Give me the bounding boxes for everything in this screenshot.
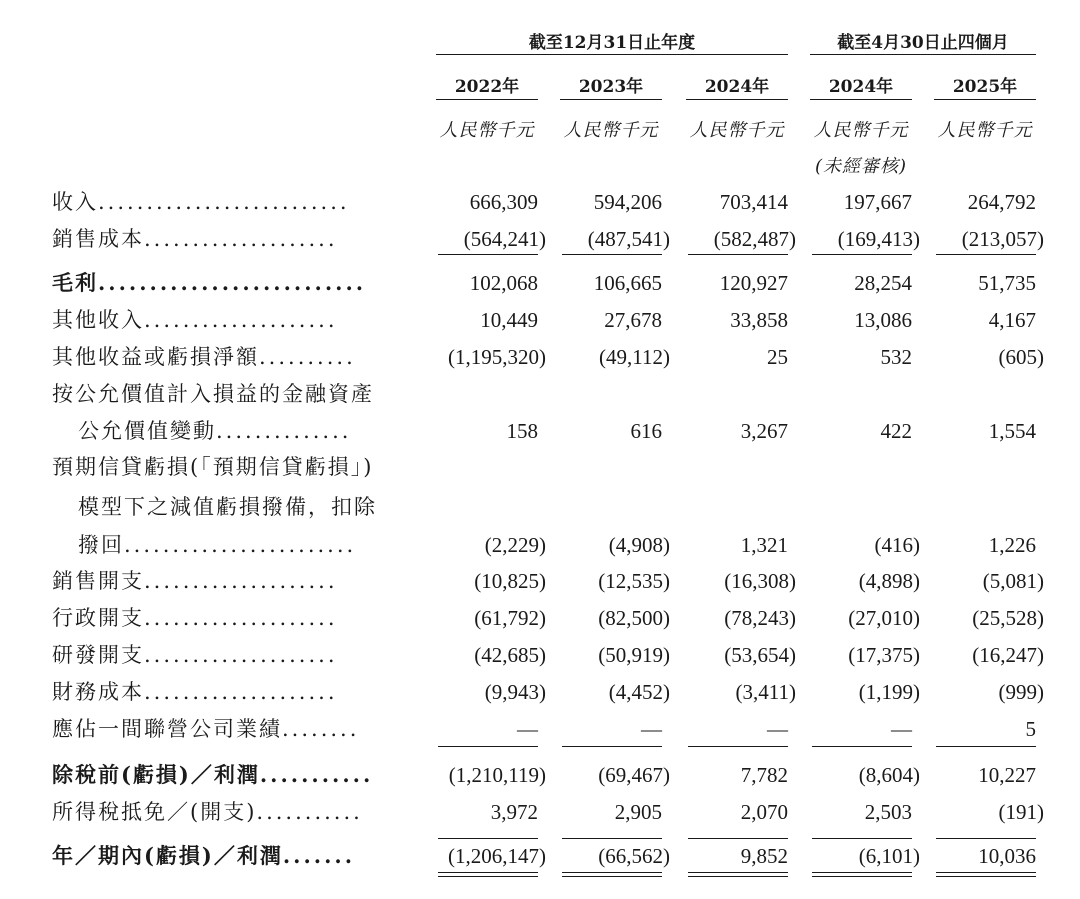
- table-cell: 25: [767, 345, 788, 369]
- table-cell: 27,678: [604, 308, 662, 332]
- table-cell: 3,972: [490, 800, 538, 824]
- table-row: [0, 674, 1080, 710]
- total-double-rule: [438, 872, 538, 873]
- table-row: [0, 413, 1080, 449]
- row-label: [52, 711, 414, 747]
- table-row: [0, 757, 1080, 793]
- table-cell: 197,667: [843, 190, 912, 214]
- row-label-text: 其他收入: [52, 308, 144, 332]
- table-cell: (487,541): [587, 227, 670, 251]
- subtotal-rule: [438, 254, 538, 255]
- table-cell: (5,081): [982, 569, 1044, 593]
- leader-dots: ....................: [144, 680, 338, 704]
- table-cell: —: [891, 717, 912, 741]
- table-cell: (9,943): [484, 680, 546, 704]
- table-cell: 532: [880, 345, 912, 369]
- table-cell: 10,036: [978, 844, 1036, 868]
- table-cell: (605): [998, 345, 1044, 369]
- leader-dots: ...........: [259, 762, 374, 787]
- row-label: [52, 449, 414, 485]
- table-cell: (8,604): [858, 763, 920, 787]
- total-double-rule: [936, 872, 1036, 873]
- table-cell: 13,086: [854, 308, 912, 332]
- row-label: [52, 184, 414, 220]
- table-cell: 594,206: [593, 190, 662, 214]
- subtotal-rule: [562, 254, 662, 255]
- table-cell: (53,654): [724, 643, 796, 667]
- table-cell: 666,309: [469, 190, 538, 214]
- row-label-text: 應佔一間聯營公司業績: [52, 717, 282, 741]
- row-label-text: 按公允價值計入損益的金融資產: [52, 382, 374, 406]
- row-label-text: 銷售成本: [52, 227, 144, 251]
- subtotal-rule: [812, 746, 912, 747]
- table-cell: (3,411): [735, 680, 796, 704]
- table-cell: (1,206,147): [448, 844, 546, 868]
- table-row: [0, 794, 1080, 830]
- header-group-financial-year: 截至12月31日止年度: [528, 33, 696, 53]
- table-cell: 106,665: [593, 271, 662, 295]
- row-label: [52, 674, 414, 710]
- table-cell: 10,449: [480, 308, 538, 332]
- table-cell: (4,908): [608, 533, 670, 557]
- table-cell: (50,919): [598, 643, 670, 667]
- table-row: [0, 265, 1080, 301]
- row-label: [52, 339, 414, 375]
- subtotal-rule: [562, 746, 662, 747]
- table-row: [0, 489, 1080, 525]
- table-cell: 33,858: [730, 308, 788, 332]
- table-cell: 703,414: [719, 190, 788, 214]
- subtotal-rule: [562, 838, 662, 839]
- table-cell: 120,927: [719, 271, 788, 295]
- subtotal-rule: [688, 838, 788, 839]
- row-label: [52, 563, 414, 599]
- row-label: [52, 221, 414, 257]
- table-cell: 4,167: [988, 308, 1036, 332]
- unit-label: 人民幣千元: [813, 120, 909, 141]
- table-cell: —: [641, 717, 662, 741]
- leader-dots: ........................: [124, 533, 357, 557]
- leader-dots: ..........: [259, 345, 356, 369]
- leader-dots: ....................: [144, 227, 338, 251]
- table-row: [0, 838, 1080, 874]
- table-cell: 102,068: [469, 271, 538, 295]
- table-cell: (42,685): [474, 643, 546, 667]
- table-cell: (213,057): [961, 227, 1044, 251]
- row-label: [78, 527, 414, 563]
- year-header-2025-four-months: 2025年: [952, 77, 1018, 97]
- total-double-rule: [438, 876, 538, 877]
- total-double-rule: [562, 872, 662, 873]
- year-header-2022: 2022年: [454, 77, 520, 97]
- total-double-rule: [812, 872, 912, 873]
- table-cell: (49,112): [599, 345, 670, 369]
- subtotal-rule: [936, 254, 1036, 255]
- unit-label: 人民幣千元: [439, 120, 535, 141]
- row-label-text: 年／期內(虧損)／利潤: [52, 843, 283, 868]
- table-cell: (6,101): [858, 844, 920, 868]
- subtotal-rule: [936, 746, 1036, 747]
- table-cell: 616: [630, 419, 662, 443]
- row-label: [78, 489, 414, 525]
- subtotal-rule: [688, 746, 788, 747]
- total-double-rule: [688, 876, 788, 877]
- row-label: [52, 265, 414, 301]
- table-cell: (16,247): [972, 643, 1044, 667]
- row-label: [52, 637, 414, 673]
- table-row: [0, 339, 1080, 375]
- table-cell: (169,413): [837, 227, 920, 251]
- table-cell: (4,898): [858, 569, 920, 593]
- leader-dots: ....................: [144, 569, 338, 593]
- row-label-text: 毛利: [52, 270, 98, 295]
- table-cell: 2,503: [864, 800, 912, 824]
- table-cell: 10,227: [978, 763, 1036, 787]
- table-cell: 5: [1025, 717, 1036, 741]
- leader-dots: ........: [282, 717, 360, 741]
- row-label: [52, 757, 414, 793]
- table-cell: (78,243): [724, 606, 796, 630]
- table-cell: (27,010): [848, 606, 920, 630]
- table-cell: 28,254: [854, 271, 912, 295]
- table-cell: 9,852: [740, 844, 788, 868]
- table-cell: (416): [874, 533, 920, 557]
- year-rule: [436, 99, 538, 100]
- subtotal-rule: [438, 746, 538, 747]
- table-cell: (61,792): [474, 606, 546, 630]
- table-cell: (12,535): [598, 569, 670, 593]
- table-row: [0, 302, 1080, 338]
- table-cell: (582,487): [713, 227, 796, 251]
- table-cell: 422: [880, 419, 912, 443]
- table-row: [0, 376, 1080, 412]
- table-row: [0, 449, 1080, 485]
- row-label: [52, 302, 414, 338]
- row-label-text: 撥回: [78, 533, 124, 557]
- table-row: [0, 600, 1080, 636]
- leader-dots: .......: [282, 843, 356, 868]
- row-label-text: 收入: [52, 190, 98, 214]
- subtotal-rule: [438, 838, 538, 839]
- year-rule: [934, 99, 1036, 100]
- table-cell: (10,825): [474, 569, 546, 593]
- table-cell: —: [767, 717, 788, 741]
- row-label-text: 所得稅抵免／(開支): [52, 800, 257, 824]
- unaudited-note: (未經審核): [814, 156, 908, 177]
- subtotal-rule: [936, 838, 1036, 839]
- table-cell: 1,554: [988, 419, 1036, 443]
- table-cell: 2,070: [740, 800, 788, 824]
- table-row: [0, 711, 1080, 747]
- table-cell: 51,735: [978, 271, 1036, 295]
- table-row: [0, 527, 1080, 563]
- table-cell: —: [517, 717, 538, 741]
- table-cell: (1,199): [858, 680, 920, 704]
- year-header-2023: 2023年: [578, 77, 644, 97]
- row-label: [78, 413, 414, 449]
- leader-dots: ..........................: [98, 270, 367, 295]
- row-label-text: 公允價值變動: [78, 419, 216, 443]
- header-group-four-months-rule: [810, 54, 1036, 55]
- table-cell: (17,375): [848, 643, 920, 667]
- table-cell: (999): [998, 680, 1044, 704]
- table-cell: (16,308): [724, 569, 796, 593]
- subtotal-rule: [812, 838, 912, 839]
- table-cell: (564,241): [463, 227, 546, 251]
- row-label: [52, 794, 414, 830]
- table-row: [0, 637, 1080, 673]
- table-cell: (82,500): [598, 606, 670, 630]
- table-cell: 3,267: [740, 419, 788, 443]
- table-row: [0, 184, 1080, 220]
- leader-dots: ...........: [256, 800, 363, 824]
- leader-dots: ....................: [144, 606, 338, 630]
- year-header-2024: 2024年: [704, 77, 770, 97]
- row-label-text: 除稅前(虧損)／利潤: [52, 762, 260, 787]
- table-cell: (1,210,119): [448, 763, 546, 787]
- table-cell: (2,229): [484, 533, 546, 557]
- leader-dots: ....................: [144, 308, 338, 332]
- table-cell: 1,321: [740, 533, 788, 557]
- total-double-rule: [562, 876, 662, 877]
- table-cell: 2,905: [614, 800, 662, 824]
- table-cell: (4,452): [608, 680, 670, 704]
- subtotal-rule: [688, 254, 788, 255]
- header-group-four-months: 截至4月30日止四個月: [837, 33, 1009, 53]
- table-row: [0, 563, 1080, 599]
- row-label-text: 預期信貸虧損(「預期信貸虧損」): [52, 455, 374, 479]
- row-label-text: 模型下之減值虧損撥備，扣除: [78, 495, 377, 519]
- table-cell: 1,226: [988, 533, 1036, 557]
- unit-label: 人民幣千元: [563, 120, 659, 141]
- table-cell: 264,792: [967, 190, 1036, 214]
- leader-dots: ..........................: [98, 190, 350, 214]
- table-cell: (66,562): [598, 844, 670, 868]
- row-label: [52, 600, 414, 636]
- year-header-2024-four-months: 2024年: [828, 77, 894, 97]
- row-label-text: 研發開支: [52, 643, 144, 667]
- unit-label: 人民幣千元: [937, 120, 1033, 141]
- unit-label: 人民幣千元: [689, 120, 785, 141]
- table-cell: (25,528): [972, 606, 1044, 630]
- subtotal-rule: [812, 254, 912, 255]
- leader-dots: ..............: [216, 419, 352, 443]
- table-cell: 7,782: [740, 763, 788, 787]
- total-double-rule: [688, 872, 788, 873]
- row-label: [52, 838, 414, 874]
- row-label-text: 其他收益或虧損淨額: [52, 345, 259, 369]
- row-label-text: 行政開支: [52, 606, 144, 630]
- table-cell: (191): [998, 800, 1044, 824]
- total-double-rule: [812, 876, 912, 877]
- total-double-rule: [936, 876, 1036, 877]
- year-rule: [810, 99, 912, 100]
- year-rule: [560, 99, 662, 100]
- header-group-financial-year-rule: [436, 54, 788, 55]
- table-row: [0, 221, 1080, 257]
- table-cell: 158: [506, 419, 538, 443]
- row-label-text: 銷售開支: [52, 569, 144, 593]
- year-rule: [686, 99, 788, 100]
- leader-dots: ....................: [144, 643, 338, 667]
- row-label-text: 財務成本: [52, 680, 144, 704]
- table-cell: (69,467): [598, 763, 670, 787]
- table-cell: (1,195,320): [448, 345, 546, 369]
- row-label: [52, 376, 414, 412]
